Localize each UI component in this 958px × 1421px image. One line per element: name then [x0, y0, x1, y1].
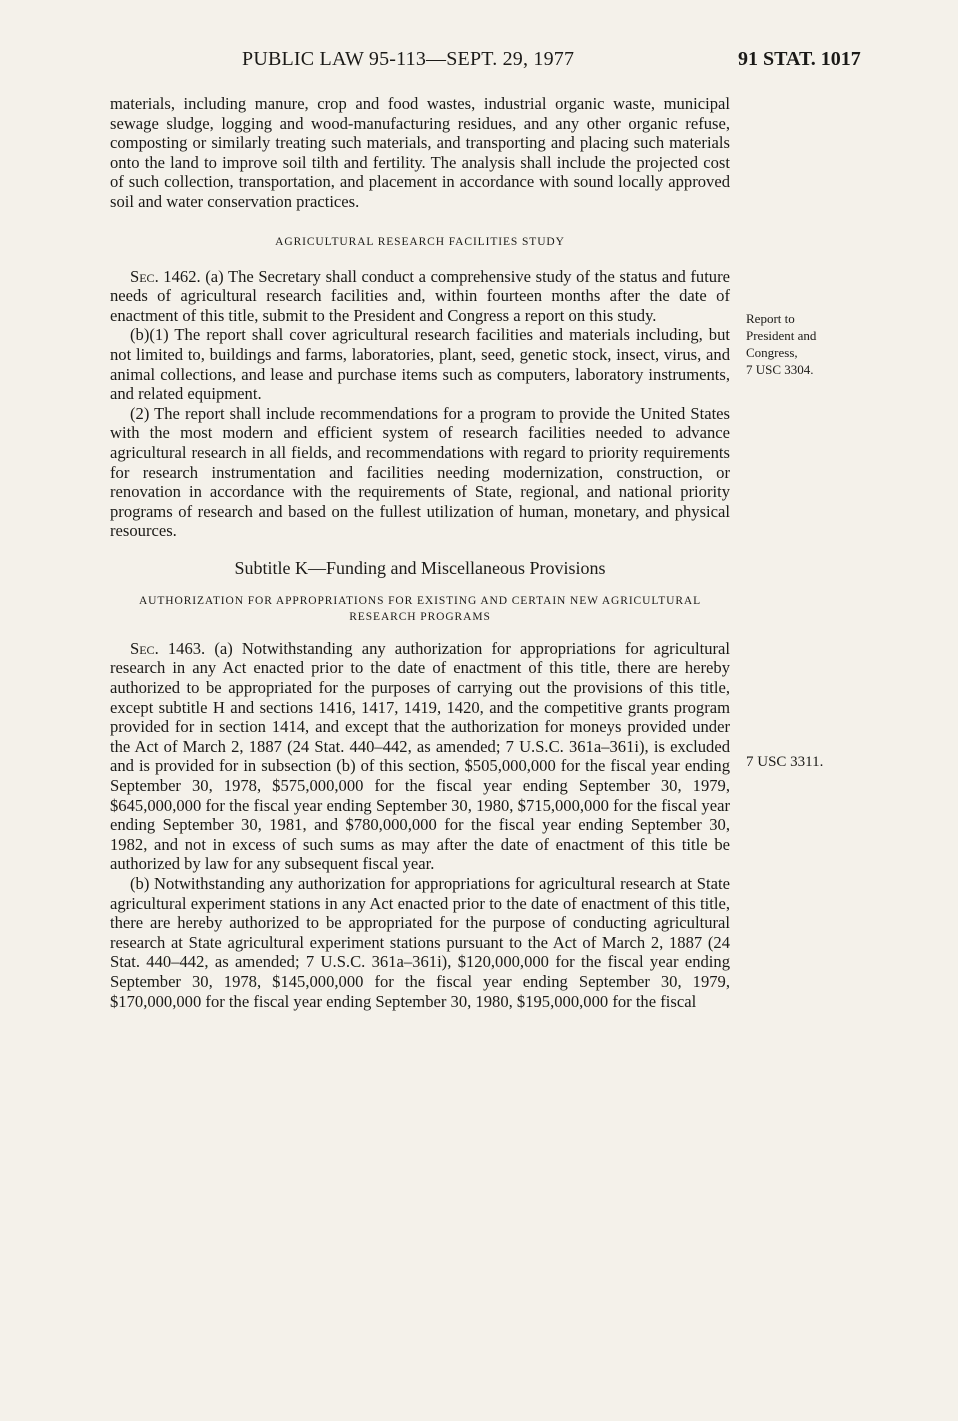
statute-page-number: 91 STAT. 1017 [738, 48, 861, 70]
section-1463-a-text: (a) Notwithstanding any authorization for appropriations for agricultural research in any Act enacted prior to the date of enactment of this title, there are hereby authorized to be appropriated for the purposes of carrying out the provisions of this title, except subtitle H and sections 1416, 1417, 1419, 1420, and the competitive grants program provided for in section 1414, and except that the authorization for moneys provided under the Act of March 2, 1887 (24 Stat. 440–442, as amended; 7 U.S.C. 361a–361i), is excluded and is provided for in subsection (b) of this section, $505,000,000 for the fiscal year ending September 30, 1978, $575,000,000 for the fiscal year ending September 30, 1979, $645,000,000 for the fiscal year ending September 30, 1980, $715,000,000 for the fiscal year ending September 30, 1981, and $780,000,000 for the fiscal year ending September 30, 1982, and not in excess of such sums as may after the date of enactment of this title be authorized by law for any subsequent fiscal year. [110, 638, 730, 874]
margin-note-line: Congress, [746, 345, 798, 360]
page-header [0, 48, 958, 78]
section-1462-b2: (2) The report shall include recommendations for a program to provide the United States with the most modern and efficient system of research facilities needed to advance agricultural research in all fields, and recommendations with regard to priority requirements for research instrumentation and facilities needing modernization, construction, or renovation in accordance with the requirements of State, regional, and national priority programs of research and based on the fullest utilization of human, monetary, and physical resources. [110, 403, 730, 541]
continuation-paragraph: materials, including manure, crop and food wastes, industrial organic waste, municipal sewage sludge, logging and wood-manufacturing residues, and any other organic refuse, composting or similarly treating such materials, and transporting and placing such materials onto the land to improve soil tilth and fertility. The analysis shall include the projected cost of such collection, transportation, and placement in accordance with sound locally approved soil and water conservation practices. [110, 94, 730, 211]
section-1463-label: Sec. 1463. [130, 638, 206, 658]
section-1462-b1: (b)(1) The report shall cover agricultural research facilities and materials including, but not limited to, buildings and farms, laboratories, plant, seed, genetic stock, insect, virus, and animal collections, and lease and purchase items such as computers, laboratory instruments, and related equipment. [110, 325, 730, 404]
section-1462-label: Sec. 1462. [130, 266, 201, 286]
section-1462-a [110, 267, 730, 326]
section-1463-b: (b) Notwithstanding any authorization for appropriations for agricultural research at State agricultural experiment stations in any Act enacted prior to the date of enactment of this title, there are hereby authorized to be appropriated for the purpose of conducting agricultural research at State agricultural experiment stations pursuant to the Act of March 2, 1887 (24 Stat. 440–442, as amended; 7 U.S.C. 361a–361i), $120,000,000 for the fiscal year ending September 30, 1978, $145,000,000 for the fiscal year ending September 30, 1979, $170,000,000 for the fiscal year ending September 30, 1980, $195,000,000 for the fiscal [110, 874, 730, 1011]
subtitle-k-heading: Subtitle K—Funding and Miscellaneous Provisions [234, 557, 606, 578]
main-text-column [110, 94, 730, 1011]
section-heading-1463: AUTHORIZATION FOR APPROPRIATIONS FOR EXISTING AND CERTAIN NEW AGRICULTURAL RESEARCH PROGRAMS [138, 594, 702, 623]
margin-note-line: Report to [746, 311, 795, 326]
section-1463-a [110, 639, 730, 874]
section-1462-a-text: (a) The Secretary shall conduct a comprehensive study of the status and future needs of agricultural research facilities and, within fourteen months after the date of enactment of this title, submit to the President and Congress a report on this study. [110, 266, 730, 325]
margin-note-line: 7 USC 3304. [746, 362, 814, 377]
section-heading-1462: AGRICULTURAL RESEARCH FACILITIES STUDY [275, 235, 565, 248]
margin-note-usc-3311: 7 USC 3311. [746, 754, 824, 770]
margin-note-report [746, 310, 856, 378]
public-law-title: PUBLIC LAW 95-113—SEPT. 29, 1977 [242, 48, 575, 70]
margin-note-line: President and [746, 328, 817, 343]
